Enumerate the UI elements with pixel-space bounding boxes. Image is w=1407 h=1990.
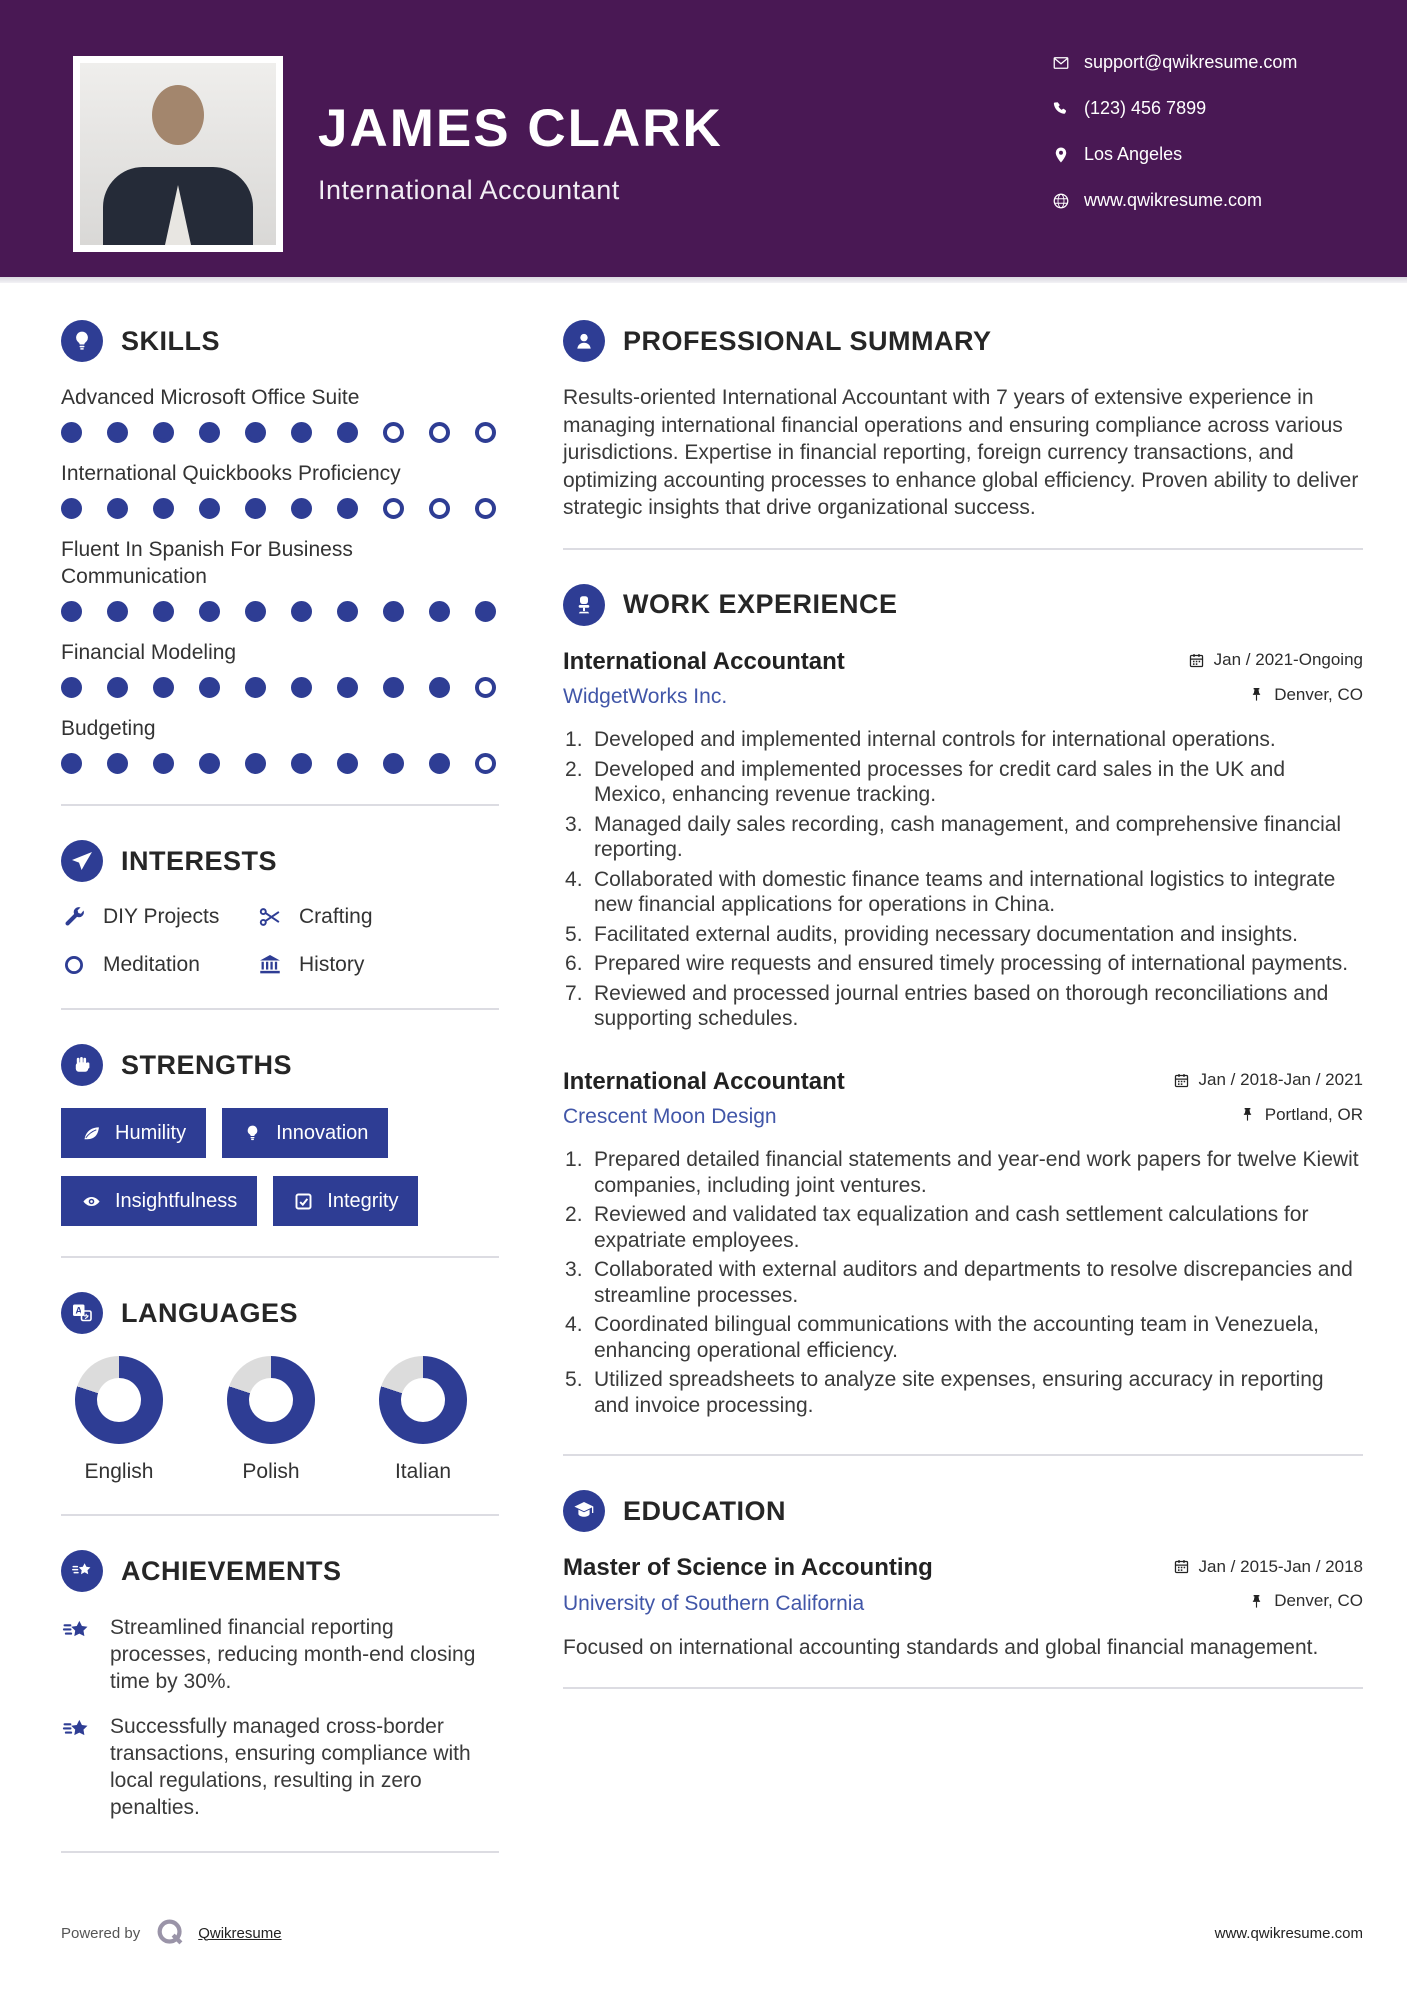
job-bullet: Collaborated with external auditors and departments to resolve discrepancies and streamline processes. [594, 1258, 1353, 1307]
header [0, 0, 1407, 277]
rating-dot-filled [337, 498, 358, 519]
powered-by-label: Powered by [61, 1924, 141, 1942]
rating-dot-filled [153, 753, 174, 774]
job-list [563, 648, 1363, 1419]
graduation-icon [563, 1490, 605, 1532]
skill-label: Budgeting [61, 717, 156, 740]
strength-label: Insightfulness [115, 1189, 238, 1212]
skill-label: International Quickbooks Proficiency [61, 462, 401, 485]
ring-icon [61, 952, 87, 978]
rating-dot-filled [199, 677, 220, 698]
lightbulb-icon [61, 320, 103, 362]
skill-rating [61, 498, 499, 519]
rating-dot-empty [475, 753, 496, 774]
envelope-icon [1052, 54, 1070, 72]
language-item [75, 1356, 163, 1484]
profile-photo [73, 56, 283, 252]
rating-dot-filled [199, 601, 220, 622]
rating-dot-filled [475, 601, 496, 622]
calendar-icon [1173, 1072, 1190, 1089]
interest-label: Crafting [299, 905, 373, 928]
language-donut-chart [227, 1356, 315, 1444]
job-bullet: Developed and implemented processes for credit card sales in the UK and Mexico, enhancing revenue tracking. [594, 757, 1286, 806]
calendar-icon [1173, 1558, 1190, 1575]
job-header [563, 1068, 1363, 1130]
job-bullet: Reviewed and processed journal entries based on thorough reconciliations and supporting schedules. [594, 981, 1329, 1030]
rating-dot-filled [107, 677, 128, 698]
job-bullet: Utilized spreadsheets to analyze site expenses, ensuring accuracy in reporting and invoice processing. [594, 1368, 1324, 1417]
rating-dot-filled [107, 422, 128, 443]
calendar-icon [1188, 652, 1205, 669]
bulb-icon [242, 1123, 263, 1144]
skills-header [61, 320, 499, 362]
footer [61, 1916, 1363, 1950]
job-dates-text: Jan / 2018-Jan / 2021 [1198, 1070, 1363, 1089]
job-location-text: Denver, CO [1274, 684, 1363, 704]
job-bullet: Managed daily sales recording, cash management, and comprehensive financial reporting. [594, 812, 1342, 861]
rating-dot-filled [153, 422, 174, 443]
skill-label: Advanced Microsoft Office Suite [61, 386, 360, 409]
rating-dot-filled [107, 753, 128, 774]
divider [563, 1687, 1363, 1689]
rating-dot-filled [383, 677, 404, 698]
job-location [1248, 685, 1363, 705]
rating-dot-filled [291, 677, 312, 698]
work-heading: WORK EXPERIENCE [623, 589, 898, 619]
skill-item [61, 384, 499, 443]
contact-item [1052, 144, 1297, 165]
job-bullet: Collaborated with domestic finance teams and international logistics to integrate new financial applications for operations in China. [594, 867, 1336, 916]
skill-item [61, 715, 499, 774]
rating-dot-filled [291, 601, 312, 622]
footer-site-url: www.qwikresume.com [1214, 1924, 1363, 1942]
languages-heading: LANGUAGES [121, 1297, 299, 1328]
strength-list [61, 1108, 499, 1226]
rating-dot-empty [475, 422, 496, 443]
check-icon [293, 1191, 314, 1212]
job-location-text: Portland, OR [1264, 1104, 1363, 1124]
section-education [563, 1490, 1363, 1661]
education-entry [563, 1554, 1363, 1616]
section-interests [61, 840, 499, 978]
contact-list [1052, 52, 1297, 236]
divider [61, 1514, 499, 1516]
job-bullet: Developed and implemented internal controls for international operations. [594, 728, 1276, 751]
contact-item [1052, 98, 1297, 119]
job-entry [563, 1068, 1363, 1419]
contact-text: Los Angeles [1084, 144, 1183, 164]
divider [61, 1008, 499, 1010]
profile-photo-image [80, 63, 276, 245]
translate-icon [61, 1292, 103, 1334]
globe-icon [1052, 192, 1070, 210]
rating-dot-filled [245, 677, 266, 698]
job-location [1239, 1105, 1363, 1125]
scissors-icon [257, 904, 283, 930]
rating-dot-filled [107, 498, 128, 519]
rating-dot-filled [199, 498, 220, 519]
rating-dot-filled [61, 753, 82, 774]
rating-dot-filled [291, 753, 312, 774]
job-title: International Accountant [563, 1067, 845, 1095]
rating-dot-filled [153, 601, 174, 622]
achievement-item [61, 1713, 499, 1821]
strength-badge [222, 1108, 388, 1158]
job-entry [563, 648, 1363, 1032]
language-label: Polish [242, 1460, 300, 1483]
interests-header [61, 840, 499, 882]
paper-plane-icon [61, 840, 103, 882]
job-title: International Accountant [563, 647, 845, 675]
person-name: JAMES CLARK [318, 99, 723, 158]
job-bullet: Prepared detailed financial statements and year-end work papers for twelve Kiewit companies, including joint ventures. [594, 1148, 1359, 1197]
language-item [379, 1356, 467, 1484]
rating-dot-filled [199, 422, 220, 443]
rating-dot-filled [153, 677, 174, 698]
rating-dot-filled [153, 498, 174, 519]
identity-block [318, 98, 723, 206]
skill-rating [61, 422, 499, 443]
rating-dot-filled [61, 422, 82, 443]
skill-item [61, 639, 499, 698]
achievement-item [61, 1614, 499, 1695]
rating-dot-filled [337, 422, 358, 443]
rating-dot-filled [199, 753, 220, 774]
divider [61, 804, 499, 806]
pin-icon [1248, 686, 1265, 703]
job-bullet-list [563, 727, 1363, 1032]
skill-rating [61, 601, 499, 622]
section-strengths [61, 1044, 499, 1226]
contact-text: www.qwikresume.com [1084, 190, 1263, 210]
museum-icon [257, 952, 283, 978]
interest-item [61, 904, 257, 930]
job-bullet-list [563, 1147, 1363, 1418]
language-donut-chart [379, 1356, 467, 1444]
divider [61, 1851, 499, 1853]
languages-header [61, 1292, 499, 1334]
degree-title: Master of Science in Accounting [563, 1554, 933, 1581]
leaf-icon [81, 1123, 102, 1144]
rating-dot-filled [245, 422, 266, 443]
interest-item [257, 904, 499, 930]
qwikresume-logo-icon [154, 1916, 188, 1950]
contact-item [1052, 52, 1297, 73]
rating-dot-filled [245, 753, 266, 774]
job-bullet: Prepared wire requests and ensured timely processing of international payments. [594, 952, 1349, 975]
rating-dot-filled [429, 601, 450, 622]
phone-icon [1052, 100, 1070, 118]
strength-badge [61, 1108, 206, 1158]
company-link[interactable]: Crescent Moon Design [563, 1105, 777, 1128]
strengths-heading: STRENGTHS [121, 1049, 293, 1080]
interests-heading: INTERESTS [121, 845, 278, 876]
qwikresume-link[interactable]: Qwikresume [198, 1924, 282, 1942]
job-bullet: Facilitated external audits, providing necessary documentation and insights. [594, 922, 1298, 946]
eye-icon [81, 1191, 102, 1212]
skill-item [61, 460, 499, 519]
rating-dot-filled [337, 677, 358, 698]
contact-text: support@qwikresume.com [1084, 52, 1298, 72]
rating-dot-filled [383, 753, 404, 774]
contact-item [1052, 190, 1297, 211]
language-label: Italian [394, 1460, 452, 1483]
education-location: Denver, CO [1248, 1591, 1363, 1611]
section-skills [61, 320, 499, 774]
achievement-list [61, 1614, 499, 1821]
interest-item [257, 952, 499, 978]
language-label: English [84, 1460, 154, 1483]
summary-header [563, 320, 1363, 362]
language-list [61, 1356, 499, 1484]
interest-list [61, 904, 499, 978]
person-title: International Accountant [318, 175, 620, 205]
rating-dot-filled [61, 601, 82, 622]
svg-text:A: A [75, 1305, 82, 1316]
strength-label: Humility [115, 1121, 187, 1144]
divider [563, 548, 1363, 550]
rating-dot-empty [383, 422, 404, 443]
skill-rating [61, 677, 499, 698]
rating-dot-empty [475, 498, 496, 519]
star-shoot-icon [61, 1715, 92, 1746]
rating-dot-filled [383, 601, 404, 622]
language-donut-chart [75, 1356, 163, 1444]
fist-icon [61, 1044, 103, 1086]
job-bullet: Reviewed and validated tax equalization and cash settlement calculations for expatriate employees. [594, 1203, 1309, 1252]
achievements-heading: ACHIEVEMENTS [121, 1555, 342, 1586]
job-bullet: Coordinated bilingual communications with the accounting team in Venezuela, enhancing operational efficiency. [594, 1313, 1319, 1362]
summary-text: Results-oriented International Accountant with 7 years of extensive experience in managing international financial operations and ensuring compliance across various jurisdictions. Expertise in financial reporting, foreign currency transactions, and optimizing accounting processes to enhance global efficiency. Proven ability to deliver strategic insights that drive organizational success. [563, 386, 1359, 519]
section-summary [563, 320, 1363, 522]
skill-item [61, 536, 499, 622]
skill-list [61, 384, 499, 774]
star-shoot-icon [61, 1616, 92, 1647]
school-link[interactable]: University of Southern California [563, 1591, 865, 1615]
right-column [563, 320, 1363, 1723]
rating-dot-filled [429, 677, 450, 698]
skills-heading: SKILLS [121, 325, 221, 356]
interest-label: Meditation [103, 953, 200, 976]
achievements-header [61, 1550, 499, 1592]
rating-dot-filled [61, 498, 82, 519]
education-dates: Jan / 2015-Jan / 2018 [1173, 1557, 1363, 1577]
rating-dot-filled [429, 753, 450, 774]
skill-rating [61, 753, 499, 774]
location-icon [1052, 146, 1070, 164]
section-work [563, 584, 1363, 1419]
job-dates [1188, 650, 1363, 670]
left-column [61, 320, 499, 1887]
pushpin-icon [1248, 1593, 1265, 1610]
rating-dot-filled [291, 422, 312, 443]
rating-dot-empty [475, 677, 496, 698]
rating-dot-filled [107, 601, 128, 622]
achievement-text: Successfully managed cross-border transactions, ensuring compliance with local regulations, resulting in zero penalties. [110, 1715, 471, 1819]
rating-dot-empty [429, 422, 450, 443]
section-achievements [61, 1550, 499, 1821]
divider [563, 1454, 1363, 1456]
work-header [563, 584, 1363, 626]
education-description: Focused on international accounting standards and global financial management. [563, 1635, 1319, 1659]
person-icon [563, 320, 605, 362]
strength-label: Integrity [327, 1189, 399, 1212]
job-dates [1173, 1070, 1363, 1090]
star-badge-icon [61, 1550, 103, 1592]
strength-label: Innovation [276, 1121, 369, 1144]
interest-label: DIY Projects [103, 905, 220, 928]
pin-icon [1239, 1106, 1256, 1123]
interest-label: History [299, 953, 365, 976]
rating-dot-empty [429, 498, 450, 519]
rating-dot-filled [337, 753, 358, 774]
wrench-icon [61, 904, 87, 930]
skill-label: Fluent In Spanish For Business Communication [61, 538, 353, 588]
interest-item [61, 952, 257, 978]
section-languages [61, 1292, 499, 1484]
company-link[interactable]: WidgetWorks Inc. [563, 685, 728, 708]
rating-dot-filled [337, 601, 358, 622]
summary-heading: PROFESSIONAL SUMMARY [623, 325, 992, 356]
skill-label: Financial Modeling [61, 641, 237, 664]
job-header [563, 648, 1363, 710]
divider [61, 1256, 499, 1258]
job-dates-text: Jan / 2021-Ongoing [1213, 650, 1363, 669]
strength-badge [61, 1176, 257, 1226]
strengths-header [61, 1044, 499, 1086]
rating-dot-filled [245, 498, 266, 519]
rating-dot-empty [383, 498, 404, 519]
rating-dot-filled [291, 498, 312, 519]
contact-text: (123) 456 7899 [1084, 98, 1207, 118]
strength-badge [273, 1176, 418, 1226]
language-item [227, 1356, 315, 1484]
achievement-text: Streamlined financial reporting processes, reducing month-end closing time by 30%. [110, 1616, 476, 1693]
rating-dot-filled [245, 601, 266, 622]
education-header [563, 1490, 1363, 1532]
rating-dot-filled [61, 677, 82, 698]
office-chair-icon [563, 584, 605, 626]
education-heading: EDUCATION [623, 1495, 786, 1526]
